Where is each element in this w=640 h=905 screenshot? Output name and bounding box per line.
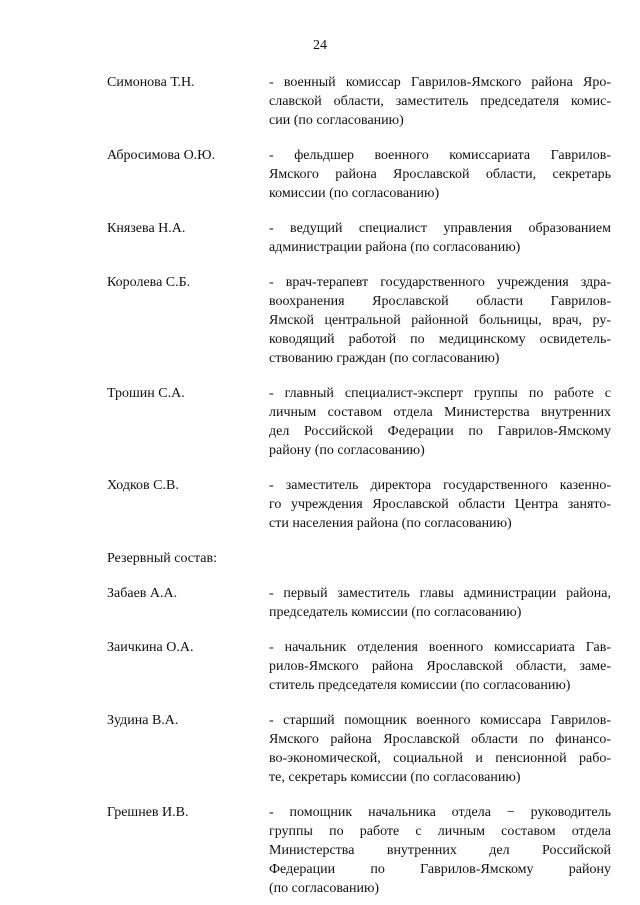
main-members-list: [107, 73, 613, 533]
member-name: Грешнев И.В.: [107, 805, 189, 820]
member-role: [269, 638, 611, 695]
role-line: (по согласованию): [269, 881, 380, 896]
entry-spacer: [107, 257, 613, 273]
entry-spacer: [107, 203, 613, 219]
member-entry: [107, 219, 613, 257]
member-name: Абросимова О.Ю.: [107, 148, 216, 163]
role-line: Министерства внутренних дел Российской: [269, 843, 611, 858]
entry-spacer: [107, 460, 613, 476]
member-entry: [107, 73, 613, 130]
role-line: - военный комиссар Гаврилов-Ямского района Яро-: [269, 75, 611, 90]
spacer: [107, 568, 613, 584]
role-line: славской области, заместитель председателя комис-: [269, 94, 611, 109]
member-name: Забаев А.А.: [107, 586, 178, 601]
member-entry: [107, 146, 613, 203]
role-line: администрации района (по согласованию): [269, 240, 521, 255]
role-line: - старший помощник военного комиссара Гаврилов-: [269, 713, 611, 728]
role-line: ководящий работой по медицинскому освидетель-: [269, 332, 611, 347]
role-line: дел Российской Федерации по Гаврилов-Ямскому: [269, 424, 611, 439]
entry-spacer: [107, 622, 613, 638]
member-entry: [107, 711, 613, 787]
role-line: - ведущий специалист управления образованием: [269, 221, 611, 236]
role-line: воохранения Ярославской области Гаврилов-: [269, 294, 611, 309]
member-entry: [107, 476, 613, 533]
member-entry: [107, 273, 613, 368]
role-line: го учреждения Ярославской области Центра занято-: [269, 497, 611, 512]
member-role: [269, 584, 611, 622]
member-name: Симонова Т.Н.: [107, 75, 195, 90]
role-line: Ямской центральной районной больницы, врач, ру-: [269, 313, 611, 328]
member-role: [269, 711, 611, 787]
role-line: ститель председателя комиссии (по согласованию): [269, 678, 571, 693]
role-line: - заместитель директора государственного казенно-: [269, 478, 611, 493]
member-entry: [107, 638, 613, 695]
reserve-section-heading: Резервный состав:: [107, 551, 218, 566]
role-line: сии (по согласованию): [269, 113, 404, 128]
member-name: Трошин С.А.: [107, 386, 185, 401]
role-line: - первый заместитель главы администрации района,: [269, 586, 611, 601]
role-line: - главный специалист-эксперт группы по работе с: [269, 386, 611, 401]
role-line: во-экономической, социальной и пенсионной рабо-: [269, 751, 611, 766]
role-line: те, секретарь комиссии (по согласованию): [269, 770, 521, 785]
page-number: 24: [313, 38, 327, 53]
role-line: - помощник начальника отдела − руководитель: [269, 805, 611, 820]
member-role: [269, 73, 611, 130]
reserve-members-list: [107, 584, 613, 898]
member-name: Королева С.Б.: [107, 275, 191, 290]
role-line: Федерации по Гаврилов-Ямскому району: [269, 862, 611, 877]
entry-spacer: [107, 787, 613, 803]
role-line: личным составом отдела Министерства внутренних: [269, 405, 611, 420]
member-name: Зудина В.А.: [107, 713, 179, 728]
member-role: [269, 146, 611, 203]
role-line: - начальник отделения военного комиссариата Гав-: [269, 640, 611, 655]
role-line: Ямского района Ярославской области, секретарь: [269, 167, 611, 182]
role-line: Ямского района Ярославской области по финансо-: [269, 732, 611, 747]
member-role: [269, 476, 611, 533]
member-name: Заичкина О.А.: [107, 640, 194, 655]
entry-spacer: [107, 695, 613, 711]
role-line: - врач-терапевт государственного учреждения здра-: [269, 275, 611, 290]
member-name: Ходков С.В.: [107, 478, 179, 493]
role-line: председатель комиссии (по согласованию): [269, 605, 522, 620]
role-line: - фельдшер военного комиссариата Гаврилов-: [269, 148, 611, 163]
member-entry: [107, 384, 613, 460]
member-name: Князева Н.А.: [107, 221, 186, 236]
member-role: [269, 803, 611, 898]
role-line: району (по согласованию): [269, 443, 425, 458]
role-line: группы по работе с личным составом отдела: [269, 824, 611, 839]
member-entry: [107, 584, 613, 622]
role-line: комиссии (по согласованию): [269, 186, 440, 201]
member-entry: [107, 803, 613, 898]
member-role: [269, 384, 611, 460]
commission-list: [107, 73, 613, 898]
member-role: [269, 273, 611, 368]
role-line: сти населения района (по согласованию): [269, 516, 512, 531]
entry-spacer: [107, 130, 613, 146]
role-line: рилов-Ямского района Ярославской области, заме-: [269, 659, 611, 674]
spacer: [107, 533, 613, 549]
role-line: ствованию граждан (по согласованию): [269, 351, 500, 366]
entry-spacer: [107, 368, 613, 384]
member-role: [269, 219, 611, 257]
